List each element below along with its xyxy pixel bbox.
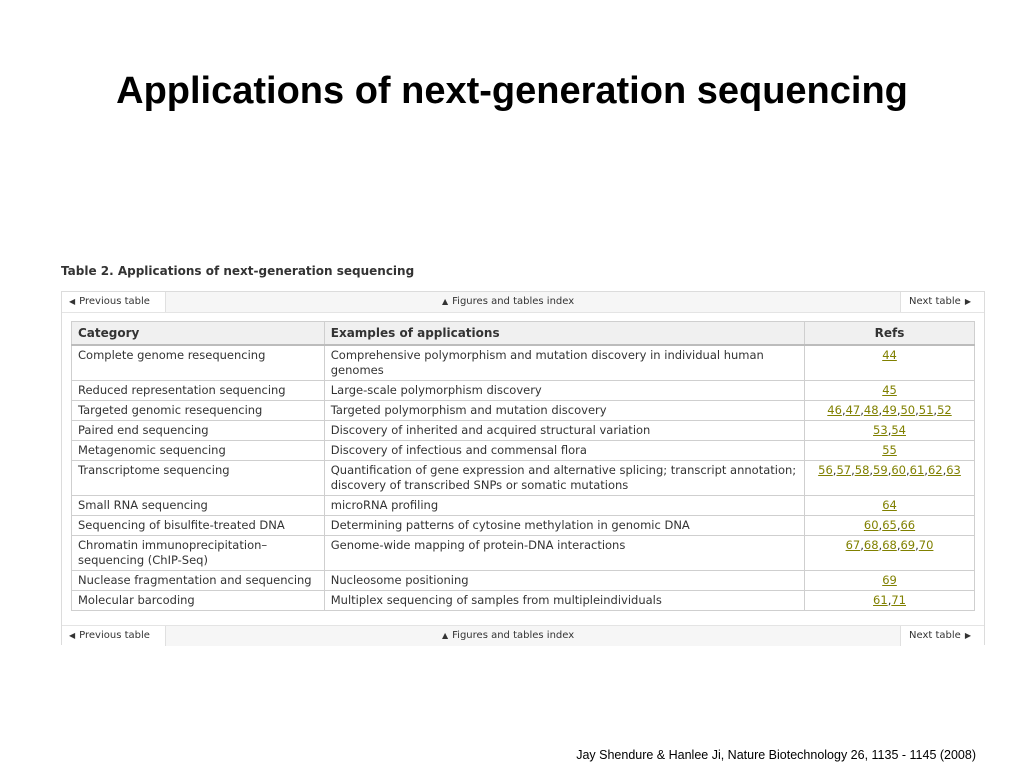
ref-link[interactable]: 65	[882, 518, 897, 532]
ref-link[interactable]: 64	[882, 498, 897, 512]
example-cell: Discovery of infectious and commensal flora	[324, 441, 804, 461]
ref-separator: ,	[887, 593, 892, 607]
refs-cell	[805, 496, 975, 516]
ref-separator: ,	[905, 463, 910, 477]
ref-separator: ,	[887, 423, 892, 437]
previous-table-link[interactable]	[62, 292, 166, 312]
category-cell: Complete genome resequencing	[72, 345, 325, 381]
table-row	[72, 516, 975, 536]
ref-separator: ,	[896, 518, 901, 532]
table-row	[72, 381, 975, 401]
ref-separator: ,	[915, 538, 919, 552]
ref-link[interactable]: 59	[873, 463, 888, 477]
ref-link[interactable]: 52	[937, 403, 952, 417]
ref-separator: ,	[841, 403, 846, 417]
right-arrow-icon: ▶	[964, 297, 971, 306]
refs-cell	[805, 401, 975, 421]
category-cell: Targeted genomic resequencing	[72, 401, 325, 421]
category-header: Category	[72, 322, 325, 346]
ref-link[interactable]: 69	[900, 538, 916, 552]
ref-link[interactable]: 57	[836, 463, 852, 477]
table-row	[72, 345, 975, 381]
ref-separator: ,	[924, 463, 928, 477]
category-cell: Sequencing of bisulfite-treated DNA	[72, 516, 325, 536]
ref-separator: ,	[878, 538, 883, 552]
applications-table	[71, 321, 975, 611]
refs-header: Refs	[805, 322, 975, 346]
ref-link[interactable]: 47	[845, 403, 861, 417]
example-cell: Large-scale polymorphism discovery	[324, 381, 804, 401]
table-row	[72, 461, 975, 496]
category-cell: Paired end sequencing	[72, 421, 325, 441]
ref-link[interactable]: 50	[900, 403, 916, 417]
ref-link[interactable]: 54	[891, 423, 906, 437]
next-table-link[interactable]	[900, 626, 984, 646]
example-cell: Nucleosome positioning	[324, 571, 804, 591]
refs-cell	[805, 345, 975, 381]
category-cell: Reduced representation sequencing	[72, 381, 325, 401]
next-table-label: Next table	[909, 630, 961, 641]
refs-cell	[805, 421, 975, 441]
figures-index-label: Figures and tables index	[452, 630, 575, 641]
ref-link[interactable]: 53	[873, 423, 888, 437]
figures-index-label: Figures and tables index	[452, 296, 575, 307]
example-cell: microRNA profiling	[324, 496, 804, 516]
up-arrow-icon: ▲	[442, 631, 449, 640]
ref-separator: ,	[832, 463, 837, 477]
example-cell: Determining patterns of cytosine methylation in genomic DNA	[324, 516, 804, 536]
ref-link[interactable]: 63	[946, 463, 961, 477]
slide-title: Applications of next-generation sequencing	[116, 70, 908, 112]
ref-separator: ,	[860, 538, 864, 552]
ref-link[interactable]: 70	[918, 538, 934, 552]
ref-link[interactable]: 68	[863, 538, 879, 552]
example-cell: Targeted polymorphism and mutation discovery	[324, 401, 804, 421]
ref-link[interactable]: 45	[882, 383, 897, 397]
refs-cell	[805, 571, 975, 591]
category-cell: Transcriptome sequencing	[72, 461, 325, 496]
ref-link[interactable]: 55	[882, 443, 897, 457]
next-table-link[interactable]	[900, 292, 984, 312]
ref-link[interactable]: 44	[882, 348, 897, 362]
table-row	[72, 571, 975, 591]
category-cell: Metagenomic sequencing	[72, 441, 325, 461]
ref-separator: ,	[851, 463, 855, 477]
refs-cell	[805, 461, 975, 496]
ref-link[interactable]: 58	[854, 463, 870, 477]
up-arrow-icon: ▲	[442, 297, 449, 306]
ref-link[interactable]: 51	[918, 403, 934, 417]
ref-separator: ,	[942, 463, 947, 477]
figures-index-link[interactable]	[442, 626, 574, 646]
ref-link[interactable]: 69	[882, 573, 897, 587]
ref-link[interactable]: 56	[818, 463, 833, 477]
previous-table-label: Previous table	[79, 296, 150, 307]
ref-link[interactable]: 60	[863, 518, 879, 532]
ref-separator: ,	[896, 538, 901, 552]
example-cell: Comprehensive polymorphism and mutation discovery in individual human genomes	[324, 345, 804, 381]
ref-separator: ,	[869, 463, 874, 477]
ref-link[interactable]: 60	[891, 463, 906, 477]
category-cell: Nuclease fragmentation and sequencing	[72, 571, 325, 591]
ref-link[interactable]: 49	[882, 403, 897, 417]
table-nav-bottom	[62, 625, 984, 646]
category-cell: Small RNA sequencing	[72, 496, 325, 516]
ref-link[interactable]: 67	[845, 538, 861, 552]
category-cell: Chromatin immunoprecipitation–sequencing (ChIP-Seq)	[72, 536, 325, 571]
table-row	[72, 421, 975, 441]
ref-separator: ,	[878, 403, 883, 417]
citation: Jay Shendure & Hanlee Ji, Nature Biotechnology 26, 1135 - 1145 (2008)	[576, 748, 976, 762]
ref-link[interactable]: 46	[827, 403, 842, 417]
table-caption: Table 2. Applications of next-generation sequencing	[61, 264, 415, 278]
ref-link[interactable]: 48	[863, 403, 879, 417]
examples-header: Examples of applications	[324, 322, 804, 346]
ref-separator: ,	[915, 403, 919, 417]
refs-cell	[805, 536, 975, 571]
refs-cell	[805, 591, 975, 611]
left-arrow-icon: ◀	[69, 631, 76, 640]
ref-separator: ,	[860, 403, 864, 417]
next-table-label: Next table	[909, 296, 961, 307]
example-cell: Discovery of inherited and acquired structural variation	[324, 421, 804, 441]
table-row	[72, 441, 975, 461]
table-row	[72, 401, 975, 421]
example-cell: Quantification of gene expression and alternative splicing; transcript annotation; discovery of transcribed SNPs or somatic mutations	[324, 461, 804, 496]
ref-separator: ,	[887, 463, 892, 477]
refs-cell	[805, 441, 975, 461]
ref-separator: ,	[896, 403, 901, 417]
example-cell: Multiplex sequencing of samples from multipleindividuals	[324, 591, 804, 611]
ref-link[interactable]: 61	[873, 593, 888, 607]
ref-separator: ,	[933, 403, 938, 417]
example-cell: Genome-wide mapping of protein-DNA interactions	[324, 536, 804, 571]
figures-index-link[interactable]	[442, 292, 574, 312]
refs-cell	[805, 516, 975, 536]
left-arrow-icon: ◀	[69, 297, 76, 306]
previous-table-link[interactable]	[62, 626, 166, 646]
ref-separator: ,	[878, 518, 883, 532]
table-row	[72, 536, 975, 571]
table-row	[72, 591, 975, 611]
ref-link[interactable]: 61	[909, 463, 925, 477]
refs-cell	[805, 381, 975, 401]
ref-link[interactable]: 68	[882, 538, 897, 552]
ref-link[interactable]: 62	[927, 463, 943, 477]
category-cell: Molecular barcoding	[72, 591, 325, 611]
table-header-row	[72, 322, 975, 346]
previous-table-label: Previous table	[79, 630, 150, 641]
table-figure	[61, 291, 985, 645]
ref-link[interactable]: 71	[891, 593, 906, 607]
table-row	[72, 496, 975, 516]
ref-link[interactable]: 66	[900, 518, 916, 532]
table-nav-top	[62, 292, 984, 313]
right-arrow-icon: ▶	[964, 631, 971, 640]
